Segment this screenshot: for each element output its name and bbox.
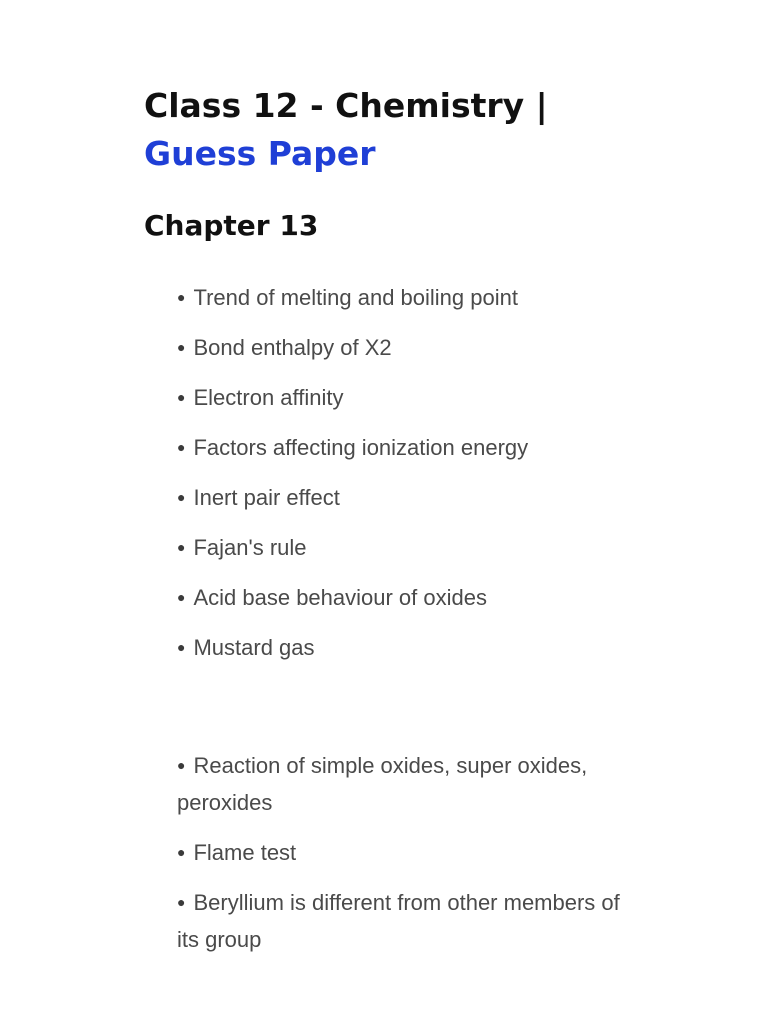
bullet-dot-icon: ● xyxy=(177,894,186,910)
bullet-dot-icon: ● xyxy=(177,489,186,505)
list-item-text: Acid base behaviour of oxides xyxy=(193,585,487,610)
list-item xyxy=(177,579,637,616)
bullet-dot-icon: ● xyxy=(177,639,186,655)
list-item xyxy=(177,834,637,871)
list-item-text: Reaction of simple oxides, super oxides, peroxides xyxy=(177,753,588,815)
list-item xyxy=(177,279,637,316)
bullet-dot-icon: ● xyxy=(177,757,186,773)
bullet-dot-icon: ● xyxy=(177,289,186,305)
bullet-dot-icon: ● xyxy=(177,589,186,605)
chapter-heading: Chapter 13 xyxy=(144,209,319,242)
list-item-text: Factors affecting ionization energy xyxy=(193,435,529,460)
list-item xyxy=(177,884,637,958)
list-item-text: Electron affinity xyxy=(193,385,344,410)
list-item xyxy=(177,529,637,566)
list-item-text: Mustard gas xyxy=(193,635,315,660)
topic-list-primary xyxy=(177,279,637,679)
list-item xyxy=(177,379,637,416)
bullet-dot-icon: ● xyxy=(177,844,186,860)
topic-list-secondary xyxy=(177,747,637,971)
bullet-dot-icon: ● xyxy=(177,389,186,405)
title-line-2: Guess Paper xyxy=(144,134,376,173)
list-item-text: Fajan's rule xyxy=(193,535,307,560)
list-item-text: Flame test xyxy=(193,840,297,865)
bullet-dot-icon: ● xyxy=(177,539,186,555)
page-title xyxy=(144,82,548,178)
list-item xyxy=(177,479,637,516)
bullet-dot-icon: ● xyxy=(177,439,186,455)
list-item-text: Trend of melting and boiling point xyxy=(193,285,518,310)
list-item xyxy=(177,429,637,466)
list-item xyxy=(177,629,637,666)
list-item-text: Inert pair effect xyxy=(193,485,340,510)
bullet-dot-icon: ● xyxy=(177,339,186,355)
list-item xyxy=(177,329,637,366)
list-item xyxy=(177,747,637,821)
title-line-1: Class 12 - Chemistry | xyxy=(144,86,548,125)
list-item-text: Beryllium is different from other members of its group xyxy=(177,890,620,952)
list-item-text: Bond enthalpy of X2 xyxy=(193,335,392,360)
